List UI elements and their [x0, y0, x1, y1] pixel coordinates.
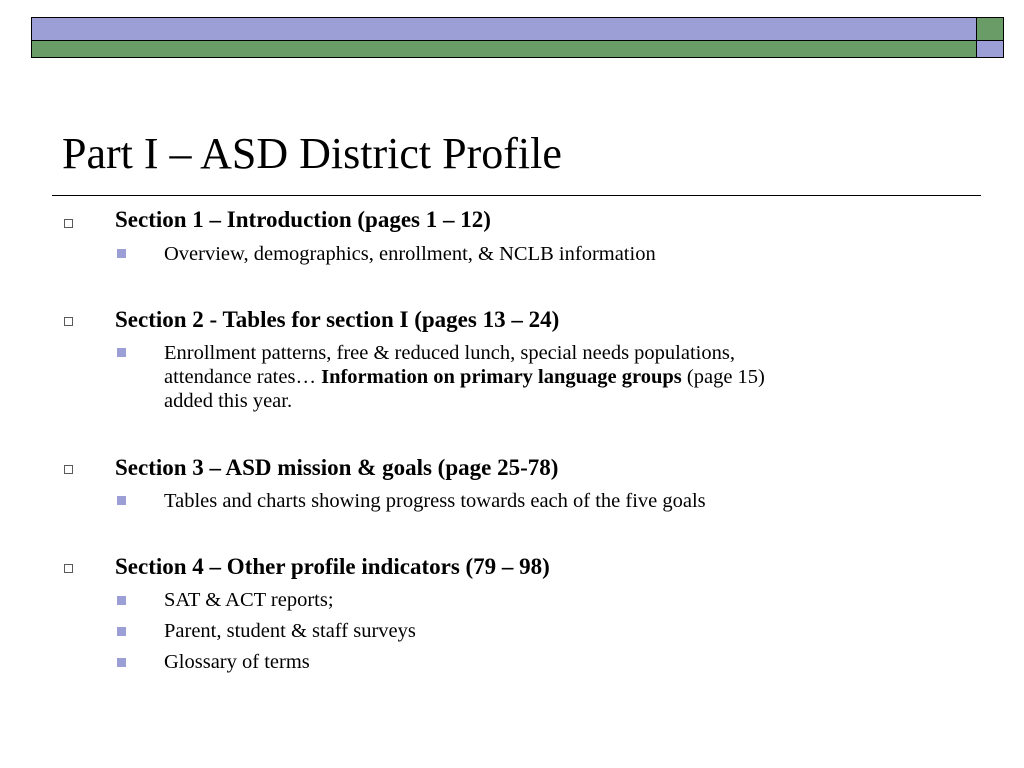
- section-bullet-icon: [64, 465, 73, 474]
- sub-item: Glossary of terms: [164, 651, 310, 673]
- header-banner: [31, 17, 1004, 58]
- sub-bullet-icon: [117, 249, 126, 258]
- sub-item: Overview, demographics, enrollment, & NCLB information: [164, 243, 656, 265]
- sub-item: Tables and charts showing progress towards each of the five goals: [164, 490, 706, 512]
- sub-item-emphasis: Information on primary language groups: [321, 366, 682, 388]
- section-heading: Section 2 - Tables for section I (pages 13 – 24): [115, 307, 560, 332]
- sub-bullet-icon: [117, 596, 126, 605]
- section-bullet-icon: [64, 564, 73, 573]
- sub-item: [164, 341, 954, 413]
- banner-square-bottom: [977, 41, 1004, 58]
- sub-bullet-icon: [117, 496, 126, 505]
- sub-item-text: attendance rates…: [164, 366, 322, 388]
- sub-item-line: added this year.: [164, 390, 293, 412]
- sub-bullet-icon: [117, 627, 126, 636]
- banner-bar-top: [31, 17, 977, 41]
- sub-bullet-icon: [117, 348, 126, 357]
- banner-square-top: [977, 17, 1004, 41]
- sub-item-line: Enrollment patterns, free & reduced lunch, special needs populations,: [164, 342, 735, 364]
- section-heading: Section 3 – ASD mission & goals (page 25-78): [115, 455, 559, 480]
- sub-item: Parent, student & staff surveys: [164, 620, 416, 642]
- title-divider: [52, 195, 981, 196]
- section-bullet-icon: [64, 219, 73, 228]
- sub-item-text: (page 15): [681, 366, 765, 388]
- section-heading: Section 4 – Other profile indicators (79 – 98): [115, 554, 550, 579]
- sub-bullet-icon: [117, 658, 126, 667]
- banner-bar-bottom: [31, 41, 977, 58]
- section-heading: Section 1 – Introduction (pages 1 – 12): [115, 207, 491, 232]
- slide-title: Part I – ASD District Profile: [62, 129, 562, 178]
- sub-item: SAT & ACT reports;: [164, 589, 334, 611]
- section-bullet-icon: [64, 317, 73, 326]
